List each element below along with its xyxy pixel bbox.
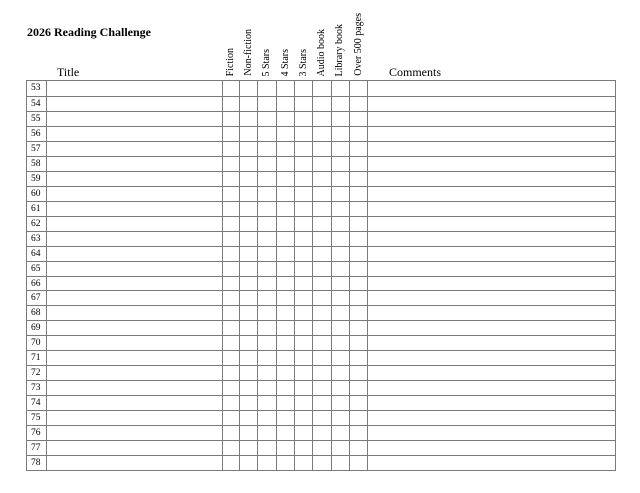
row-number: 73 xyxy=(31,383,41,394)
row-number: 76 xyxy=(31,428,41,439)
row-number: 66 xyxy=(31,278,41,289)
row-number: 75 xyxy=(31,413,41,424)
number-column-divider xyxy=(46,81,47,470)
row-number: 53 xyxy=(31,83,41,93)
3-stars-column-divider xyxy=(312,81,313,470)
comments-column-header: Comments xyxy=(389,65,442,79)
table-row xyxy=(27,320,615,335)
row-number: 70 xyxy=(31,338,41,349)
row-number: 57 xyxy=(31,143,41,154)
row-number: 65 xyxy=(31,263,41,274)
row-number: 59 xyxy=(31,173,41,184)
table-row xyxy=(27,350,615,365)
row-number: 71 xyxy=(31,353,41,364)
row-number: 61 xyxy=(31,203,41,214)
table-row xyxy=(27,261,615,276)
row-number: 63 xyxy=(31,233,41,244)
header-5-stars: 5 Stars xyxy=(261,48,272,76)
over-500-pages-column-divider xyxy=(367,81,368,470)
row-number: 78 xyxy=(31,458,41,469)
table-row xyxy=(27,96,615,111)
header-audio-book: Audio book xyxy=(316,28,327,76)
header-4-stars: 4 Stars xyxy=(280,48,291,76)
table-row xyxy=(27,81,615,96)
table-row xyxy=(27,276,615,291)
row-number: 77 xyxy=(31,443,41,454)
title-column-header: Title xyxy=(57,65,80,79)
table-row xyxy=(27,410,615,425)
header-3-stars: 3 Stars xyxy=(298,48,309,76)
table-row xyxy=(27,201,615,216)
non-fiction-column-divider xyxy=(257,81,258,470)
table-row xyxy=(27,141,615,156)
table-row xyxy=(27,395,615,410)
table-row xyxy=(27,216,615,231)
table-row xyxy=(27,156,615,171)
4-stars-column-divider xyxy=(294,81,295,470)
title-column-divider xyxy=(222,81,223,470)
page-title: 2026 Reading Challenge xyxy=(27,25,152,39)
fiction-column-divider xyxy=(239,81,240,470)
table-row xyxy=(27,335,615,350)
header-non-fiction: Non-fiction xyxy=(243,29,254,76)
row-number: 68 xyxy=(31,308,41,319)
row-number: 60 xyxy=(31,188,41,199)
audio-book-column-divider xyxy=(331,81,332,470)
reading-log-grid xyxy=(26,80,616,471)
row-number: 58 xyxy=(31,158,41,169)
table-row xyxy=(27,290,615,305)
header-over-500-pages: Over 500 pages xyxy=(353,13,364,76)
table-row xyxy=(27,231,615,246)
table-row xyxy=(27,305,615,320)
table-row xyxy=(27,246,615,261)
row-number: 64 xyxy=(31,248,41,259)
table-row xyxy=(27,186,615,201)
table-row xyxy=(27,440,615,455)
table-row xyxy=(27,171,615,186)
5-stars-column-divider xyxy=(276,81,277,470)
table-row xyxy=(27,126,615,141)
table-row xyxy=(27,111,615,126)
table-row xyxy=(27,380,615,395)
header-fiction: Fiction xyxy=(225,47,236,76)
row-number: 69 xyxy=(31,323,41,334)
row-number: 54 xyxy=(31,98,41,109)
row-number: 67 xyxy=(31,293,41,304)
row-number: 62 xyxy=(31,218,41,229)
row-number: 72 xyxy=(31,368,41,379)
table-row xyxy=(27,455,615,470)
library-book-column-divider xyxy=(349,81,350,470)
table-row xyxy=(27,425,615,440)
row-number: 74 xyxy=(31,398,41,409)
table-row xyxy=(27,365,615,380)
header-library-book: Library book xyxy=(334,23,345,76)
row-number: 56 xyxy=(31,128,41,139)
row-number: 55 xyxy=(31,113,41,124)
